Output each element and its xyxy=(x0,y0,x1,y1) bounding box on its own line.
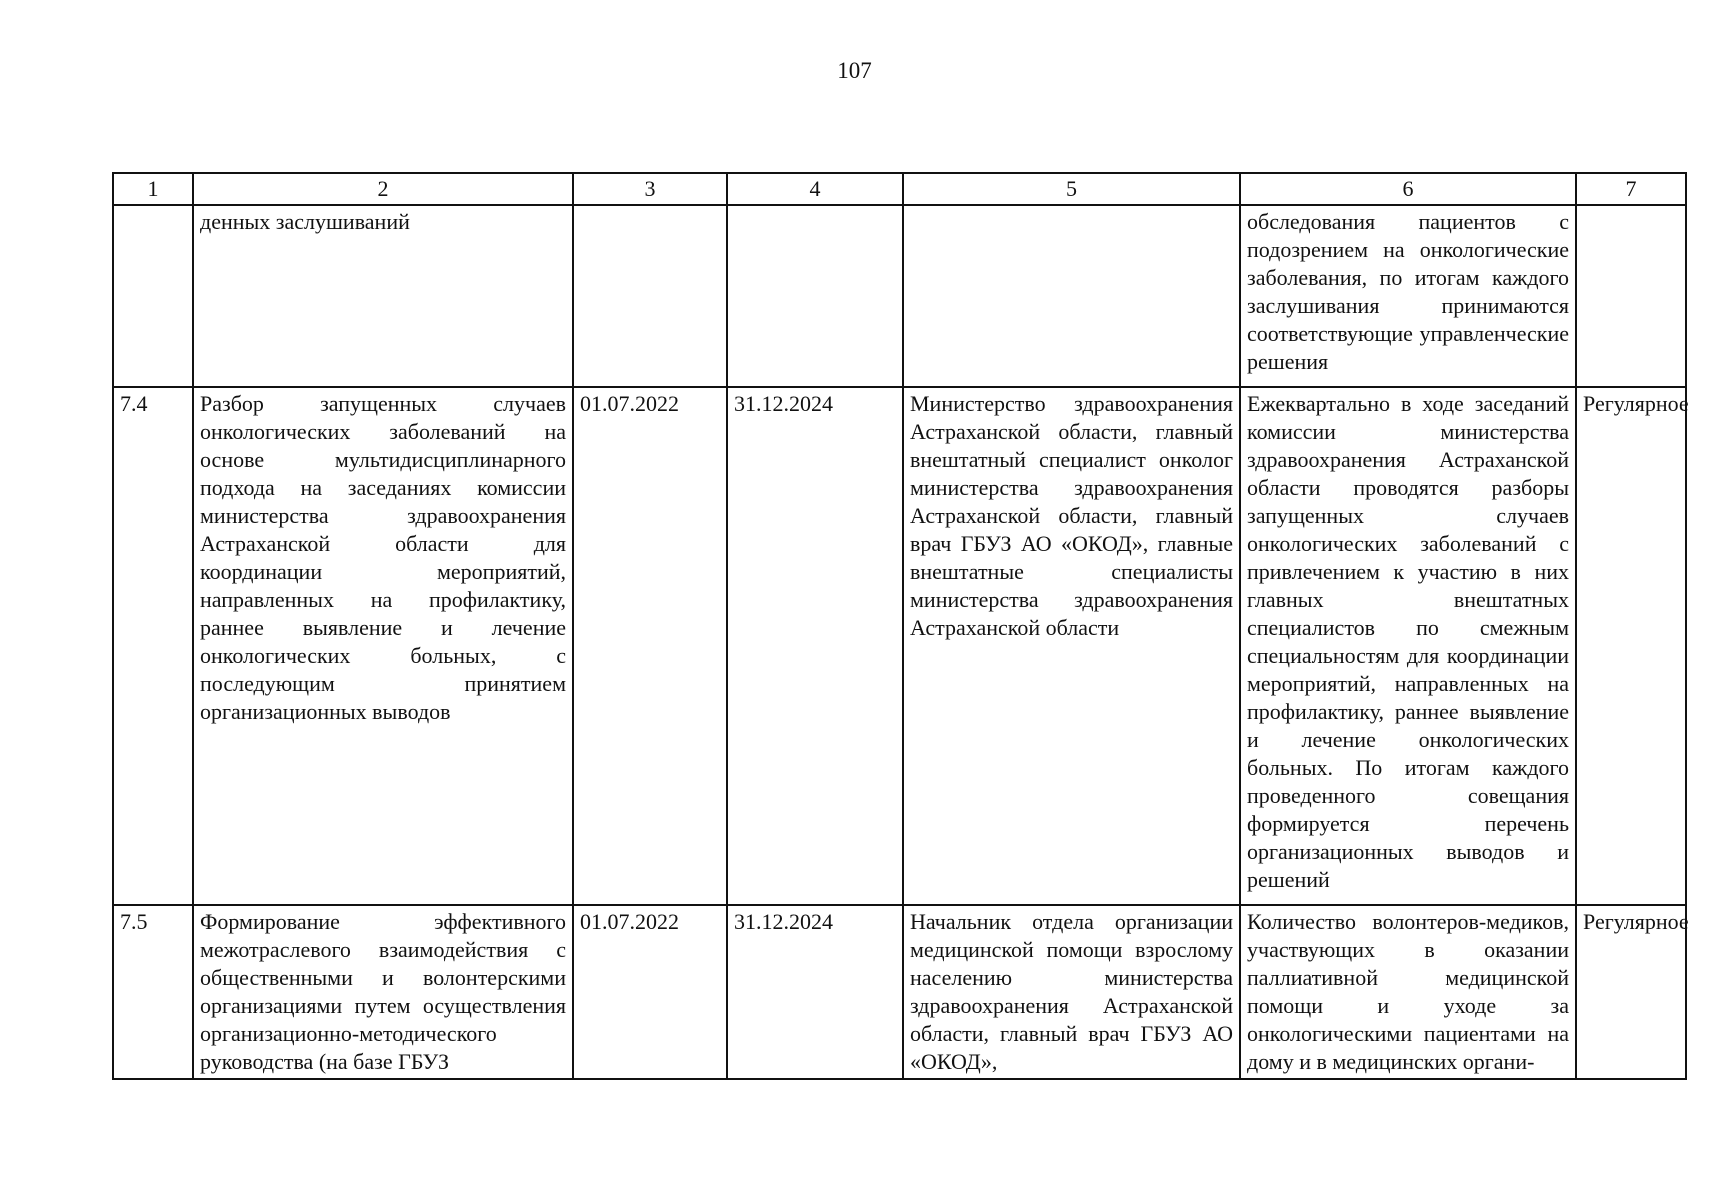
page-number: 107 xyxy=(837,58,872,83)
table-row-continuation xyxy=(113,205,1686,387)
cell-number xyxy=(113,205,193,387)
cell-measure-name: Разбор запущенных случаев онкологических заболеваний на основе мультидисциплинарного подхода на заседаниях комиссии министерства здравоохранения Астраханской области для координации мероприятий, направленных на профилактику, раннее выявление и лечение онкологических больных, с последующим принятием организационных выводов xyxy=(193,387,573,905)
cell-measure-name: Формирование эффективного межотраслевого взаимодействия с общественными и волонтерскими организациями путем осуществления организационно-методического руководства (на базе ГБУЗ xyxy=(193,905,573,1079)
cell-type xyxy=(1576,205,1686,387)
cell-type: Регулярное xyxy=(1576,905,1686,1079)
cell-responsible xyxy=(903,205,1240,387)
cell-number: 7.5 xyxy=(113,905,193,1079)
column-number-header-row xyxy=(113,173,1686,205)
column-number-1: 1 xyxy=(113,173,193,205)
column-number-6: 6 xyxy=(1240,173,1576,205)
cell-measure-name: денных заслушиваний xyxy=(193,205,573,387)
cell-type: Регулярное xyxy=(1576,387,1686,905)
cell-start-date: 01.07.2022 xyxy=(573,387,727,905)
cell-start-date: 01.07.2022 xyxy=(573,905,727,1079)
column-number-7: 7 xyxy=(1576,173,1686,205)
table-row-7-5 xyxy=(113,905,1686,1079)
cell-end-date xyxy=(727,205,903,387)
cell-start-date xyxy=(573,205,727,387)
table-row-7-4 xyxy=(113,387,1686,905)
cell-end-date: 31.12.2024 xyxy=(727,905,903,1079)
column-number-5: 5 xyxy=(903,173,1240,205)
cell-responsible: Министерство здравоохранения Астраханской области, главный внештатный специалист онколог министерства здравоохранения Астраханской области, главный врач ГБУЗ АО «ОКОД», главные внештатные специалисты министерства здравоохранения Астраханской области xyxy=(903,387,1240,905)
column-number-3: 3 xyxy=(573,173,727,205)
cell-result: Ежеквартально в ходе заседаний комиссии министерства здравоохранения Астраханской области проводятся разборы запущенных случаев онкологических заболеваний с привлечением к участию в них главных внештатных специалистов по смежным специальностям для координации мероприятий, направленных на профилактику, раннее выявление и лечение онкологических больных. По итогам каждого проведенного совещания формируется перечень организационных выводов и решений xyxy=(1240,387,1576,905)
cell-result: Количество волонтеров-медиков, участвующих в оказании паллиативной медицинской помощи и уходе за онкологическими пациентами на дому и в медицинских органи- xyxy=(1240,905,1576,1079)
column-number-2: 2 xyxy=(193,173,573,205)
cell-result: обследования пациентов с подозрением на онкологические заболевания, по итогам каждого заслушивания принимаются соответствующие управленческие решения xyxy=(1240,205,1576,387)
measures-table xyxy=(112,172,1687,1080)
column-number-4: 4 xyxy=(727,173,903,205)
cell-end-date: 31.12.2024 xyxy=(727,387,903,905)
cell-number: 7.4 xyxy=(113,387,193,905)
cell-responsible: Начальник отдела организации медицинской помощи взрослому населению министерства здравоохранения Астраханской области, главный врач ГБУЗ АО «ОКОД», xyxy=(903,905,1240,1079)
